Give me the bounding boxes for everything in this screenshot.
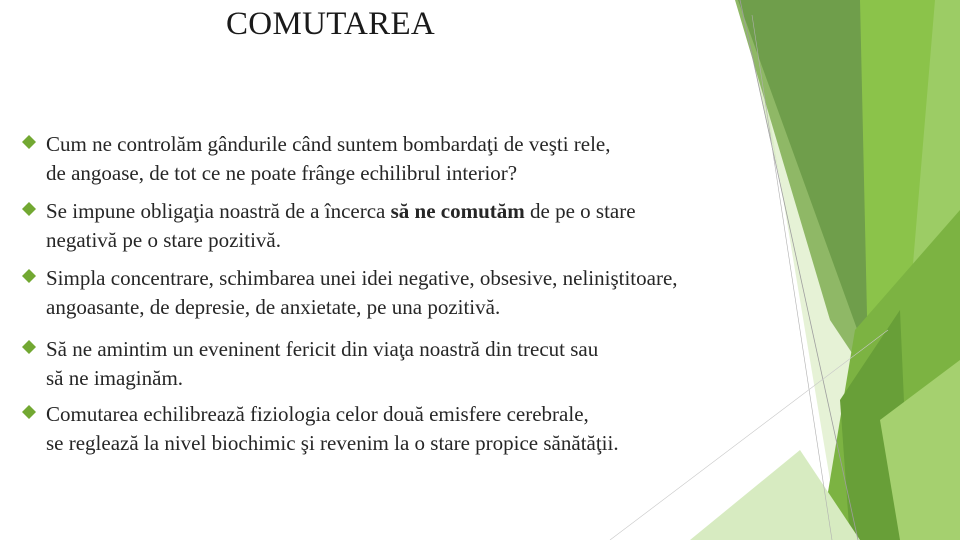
bullet-line-2: de angoase, de tot ce ne poate frânge echilibrul interior?	[46, 161, 518, 185]
bullet-line-2: angoasante, de depresie, de anxietate, pe una pozitivă.	[46, 295, 501, 319]
bullet-text	[46, 197, 636, 255]
bullet-text-regular: de pe o stare	[524, 199, 636, 223]
diamond-bullet-icon	[22, 405, 36, 419]
bullet-text-regular: Se impune obligaţia noastră de a încerca	[46, 199, 391, 223]
bullet-line-1	[46, 197, 636, 226]
bullet-text	[46, 264, 678, 322]
bullet-text	[46, 130, 611, 188]
bullet-line-2: negativă pe o stare pozitivă.	[46, 228, 281, 252]
diamond-bullet-icon	[22, 340, 36, 354]
bullet-text	[46, 335, 598, 393]
diamond-bullet-icon	[22, 135, 36, 149]
bullet-line-2: să ne imaginăm.	[46, 366, 184, 390]
slide-title: COMUTAREA	[226, 6, 436, 42]
bullet-text	[46, 400, 619, 458]
bullet-line-1: Comutarea echilibrează fiziologia celor două emisfere cerebrale,	[46, 402, 589, 426]
diamond-bullet-icon	[22, 269, 36, 283]
bullet-text-emphasis: să ne comutăm	[390, 199, 525, 223]
bullet-line-1: Simpla concentrare, schimbarea unei idei negative, obsesive, neliniştitoare,	[46, 266, 678, 290]
bullet-line-2: se reglează la nivel biochimic şi revenim la o stare propice sănătăţii.	[46, 431, 619, 455]
diamond-bullet-icon	[22, 202, 36, 216]
bullet-line-1: Cum ne controlăm gândurile când suntem bombardaţi de veşti rele,	[46, 132, 611, 156]
bullet-line-1: Să ne amintim un eveninent fericit din viaţa noastră din trecut sau	[46, 337, 599, 361]
